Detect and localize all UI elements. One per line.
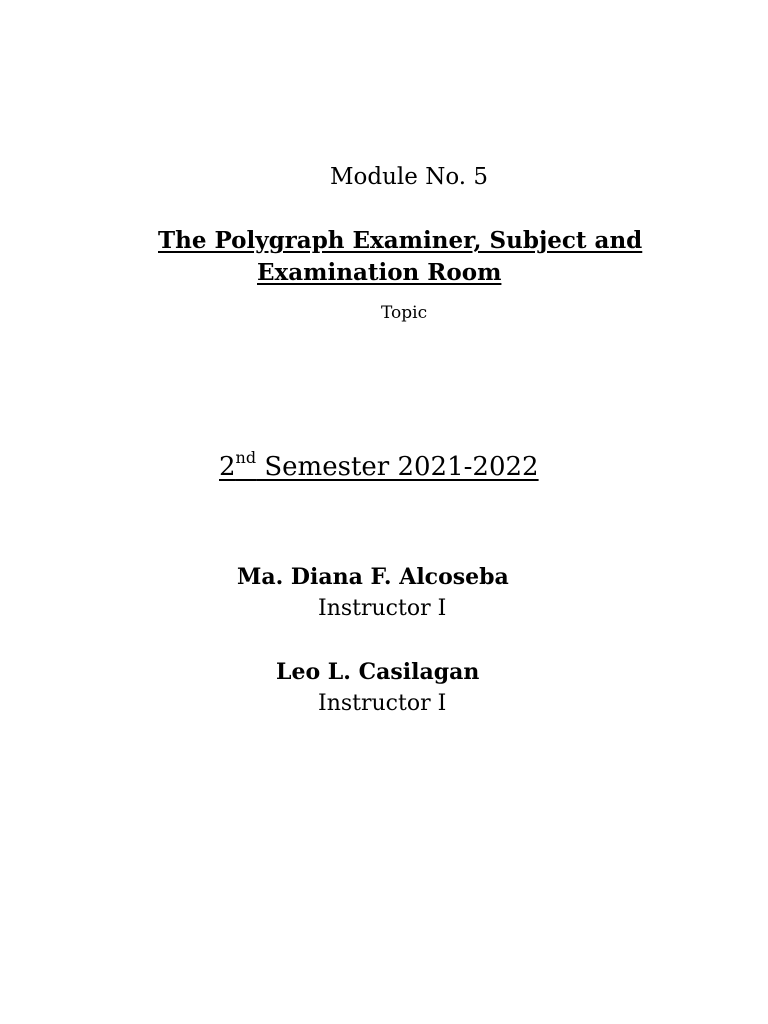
semester-label	[219, 448, 539, 482]
semester-ordinal-suffix: nd	[235, 448, 257, 467]
semester-number: 2	[219, 452, 236, 482]
instructor-name-2: Leo L. Casilagan	[276, 659, 480, 685]
instructor-role-1: Instructor I	[318, 596, 447, 621]
topic-label: Topic	[381, 303, 428, 323]
instructor-role-2: Instructor I	[318, 691, 447, 716]
module-number: Module No. 5	[330, 164, 489, 190]
title-line-1: The Polygraph Examiner, Subject and	[158, 227, 643, 254]
instructor-name-1: Ma. Diana F. Alcoseba	[237, 564, 509, 590]
title-line-2: Examination Room	[257, 259, 502, 286]
semester-text: Semester 2021-2022	[256, 452, 539, 482]
